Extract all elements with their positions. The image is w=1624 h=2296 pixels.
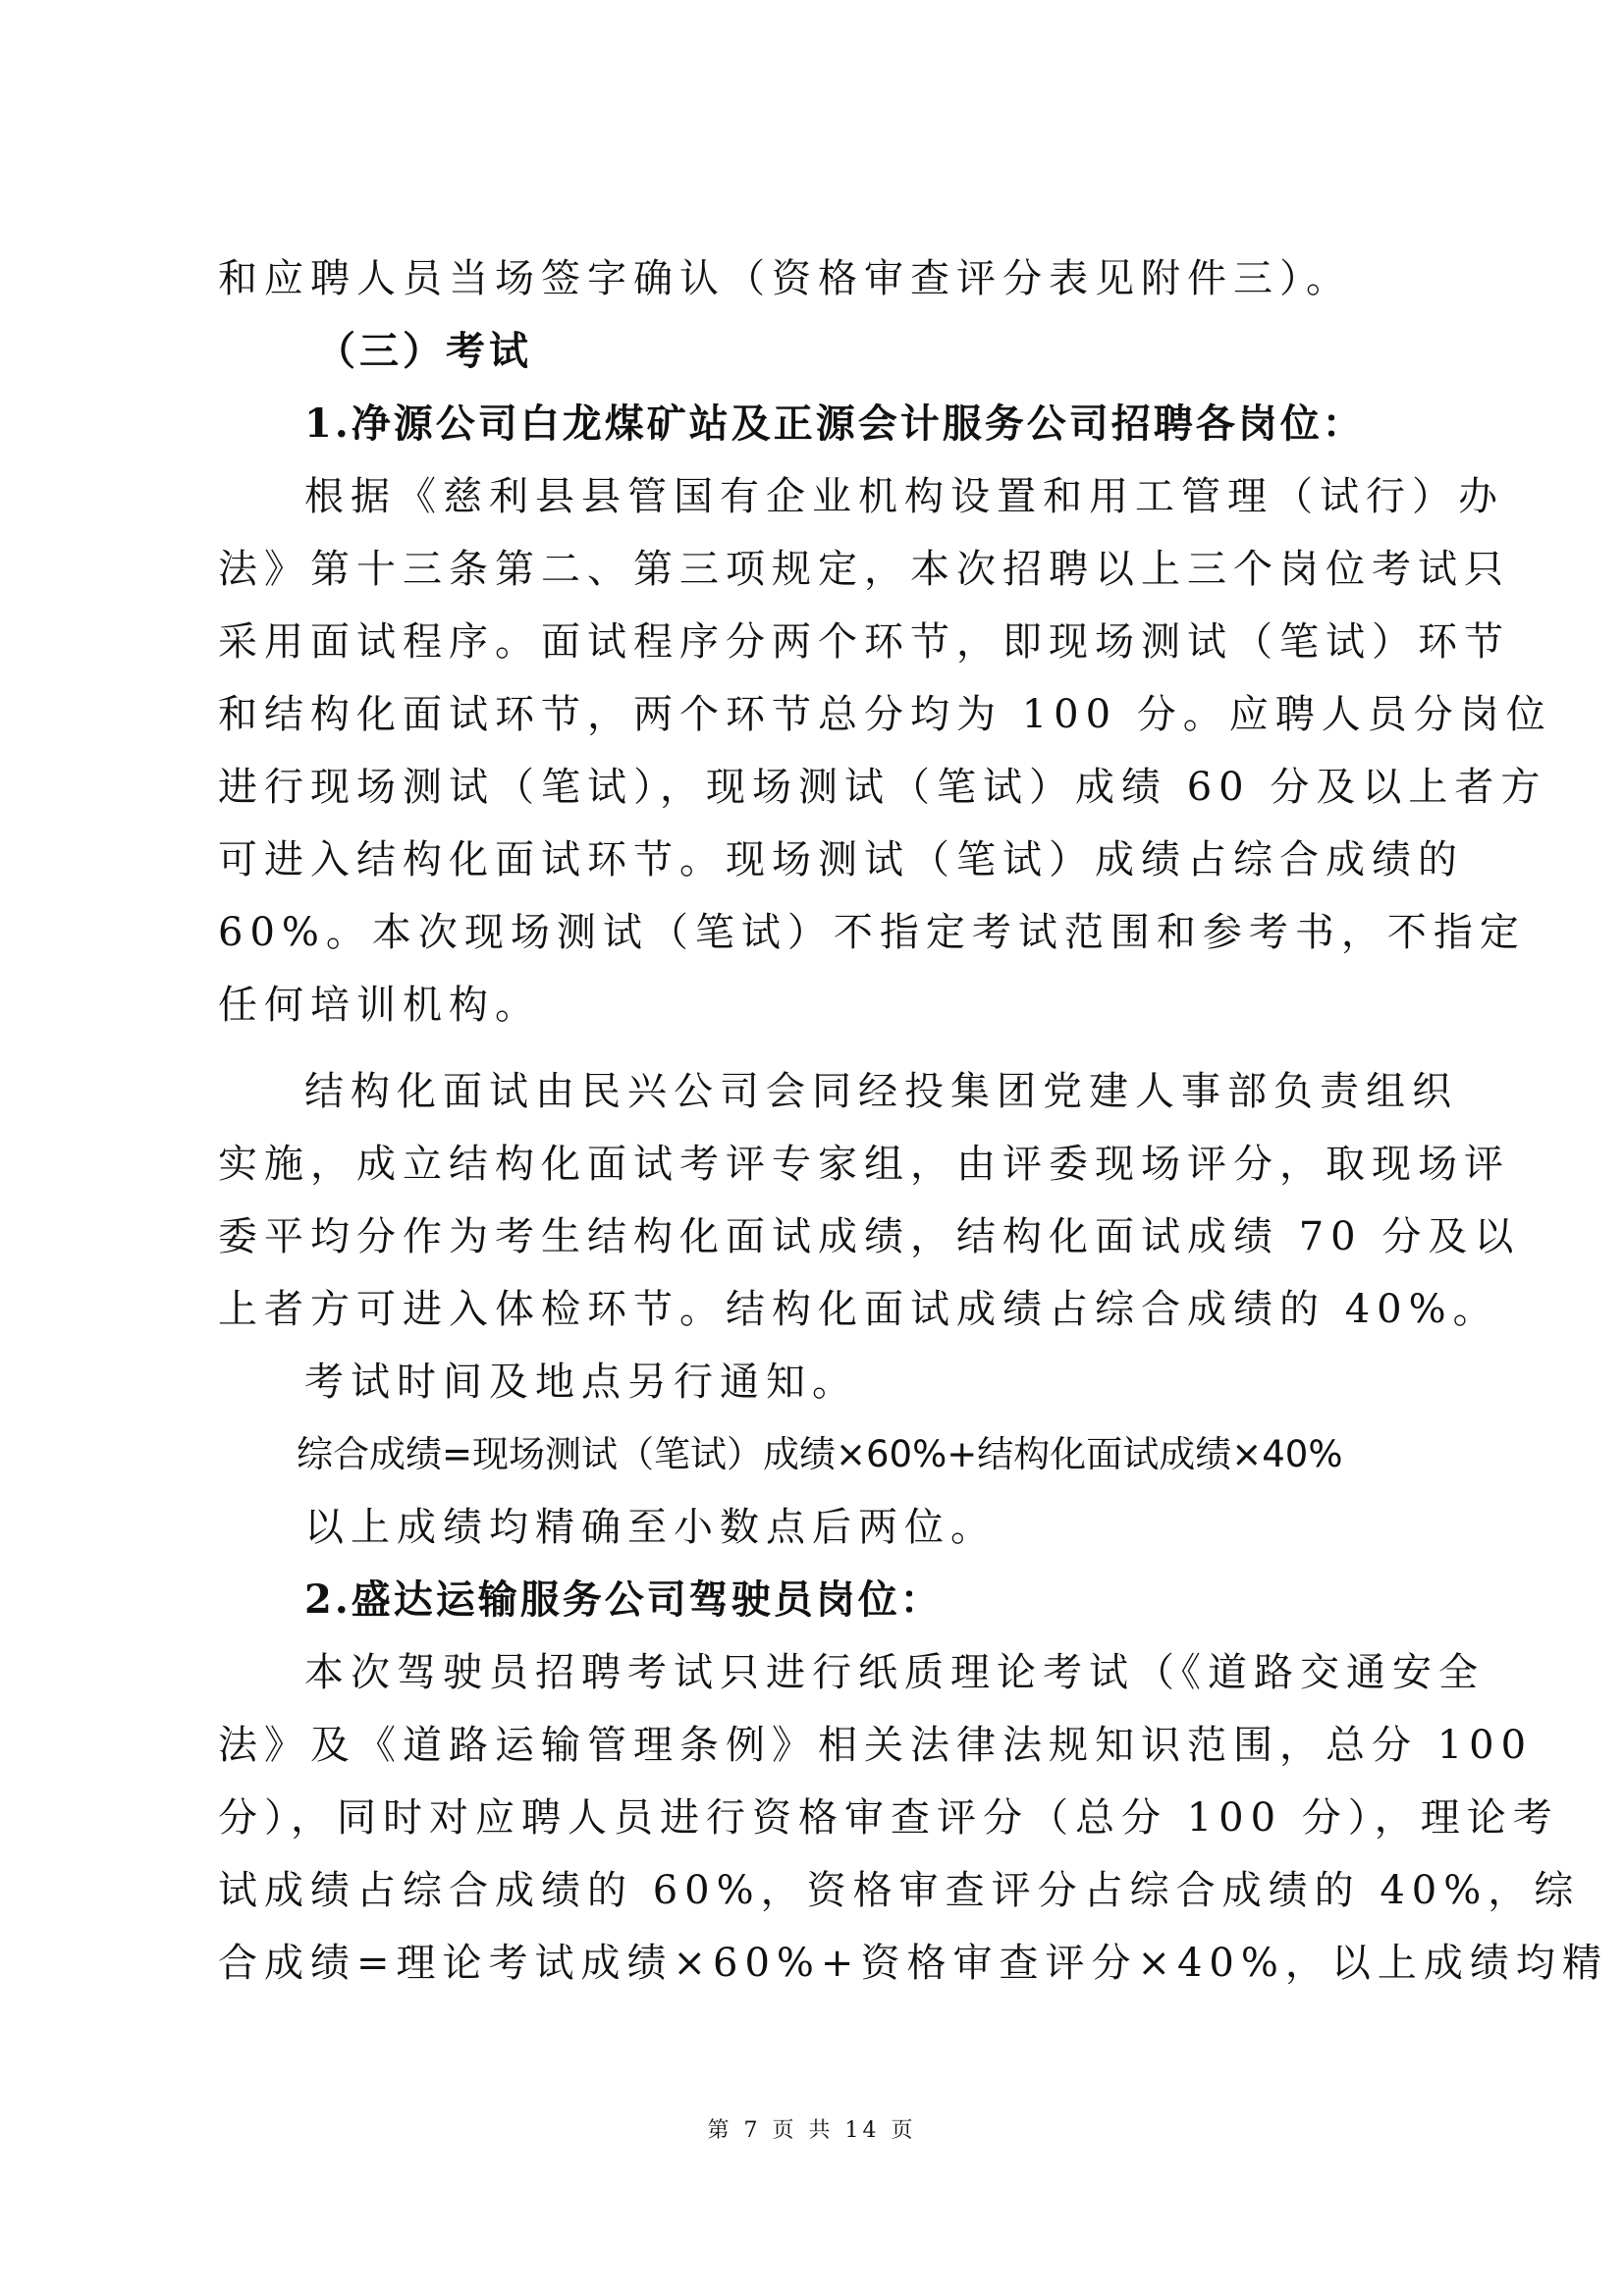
paragraph-line: 任何培训机构。 — [218, 983, 541, 1028]
paragraph-line: 实施，成立结构化面试考评专家组，由评委现场评分，取现场评 — [218, 1142, 1510, 1187]
paragraph-line: 合成绩=理论考试成绩×60%+资格审查评分×40%，以上成绩均精 — [218, 1941, 1608, 1986]
paragraph-line: 和结构化面试环节，两个环节总分均为 100 分。应聘人员分岗位 — [218, 692, 1552, 737]
score-formula: 综合成绩=现场测试（笔试）成绩×60%+结构化面试成绩×40% — [297, 1433, 1343, 1475]
subsection-heading: 1.净源公司白龙煤矿站及正源会计服务公司招聘各岗位： — [304, 400, 1365, 447]
paragraph-line: 和应聘人员当场签字确认（资格审查评分表见附件三）。 — [218, 256, 1352, 301]
paragraph-line: 可进入结构化面试环节。现场测试（笔试）成绩占综合成绩的 — [218, 837, 1464, 882]
paragraph-line: 结构化面试由民兴公司会同经投集团党建人事部负责组织 — [304, 1069, 1458, 1114]
paragraph-line: 上者方可进入体检环节。结构化面试成绩占综合成绩的 40%。 — [218, 1287, 1499, 1332]
section-heading: （三）考试 — [316, 328, 532, 374]
paragraph-line: 本次驾驶员招聘考试只进行纸质理论考试（《道路交通安全 — [304, 1650, 1485, 1695]
paragraph-line: 根据《慈利县县管国有企业机构设置和用工管理（试行）办 — [304, 474, 1504, 519]
paragraph-line: 法》第十三条第二、第三项规定，本次招聘以上三个岗位考试只 — [218, 547, 1510, 592]
paragraph-line: 采用面试程序。面试程序分两个环节，即现场测试（笔试）环节 — [218, 619, 1510, 665]
paragraph-line: 考试时间及地点另行通知。 — [304, 1360, 858, 1405]
paragraph-line: 委平均分作为考生结构化面试成绩，结构化面试成绩 70 分及以 — [218, 1214, 1521, 1259]
paragraph-line: 以上成绩均精确至小数点后两位。 — [304, 1505, 997, 1550]
subsection-heading: 2.盛达运输服务公司驾驶员岗位： — [304, 1576, 943, 1623]
page-number-footer: 第 7 页 共 14 页 — [707, 2118, 917, 2143]
paragraph-line: 进行现场测试（笔试），现场测试（笔试）成绩 60 分及以上者方 — [218, 765, 1547, 810]
paragraph-line: 60%。本次现场测试（笔试）不指定考试范围和参考书，不指定 — [218, 910, 1526, 955]
paragraph-line: 分），同时对应聘人员进行资格审查评分（总分 100 分），理论考 — [218, 1795, 1559, 1841]
paragraph-line: 法》及《道路运输管理条例》相关法律法规知识范围，总分 100 — [218, 1723, 1534, 1768]
paragraph-line: 试成绩占综合成绩的 60%，资格审查评分占综合成绩的 40%，综 — [218, 1868, 1581, 1913]
